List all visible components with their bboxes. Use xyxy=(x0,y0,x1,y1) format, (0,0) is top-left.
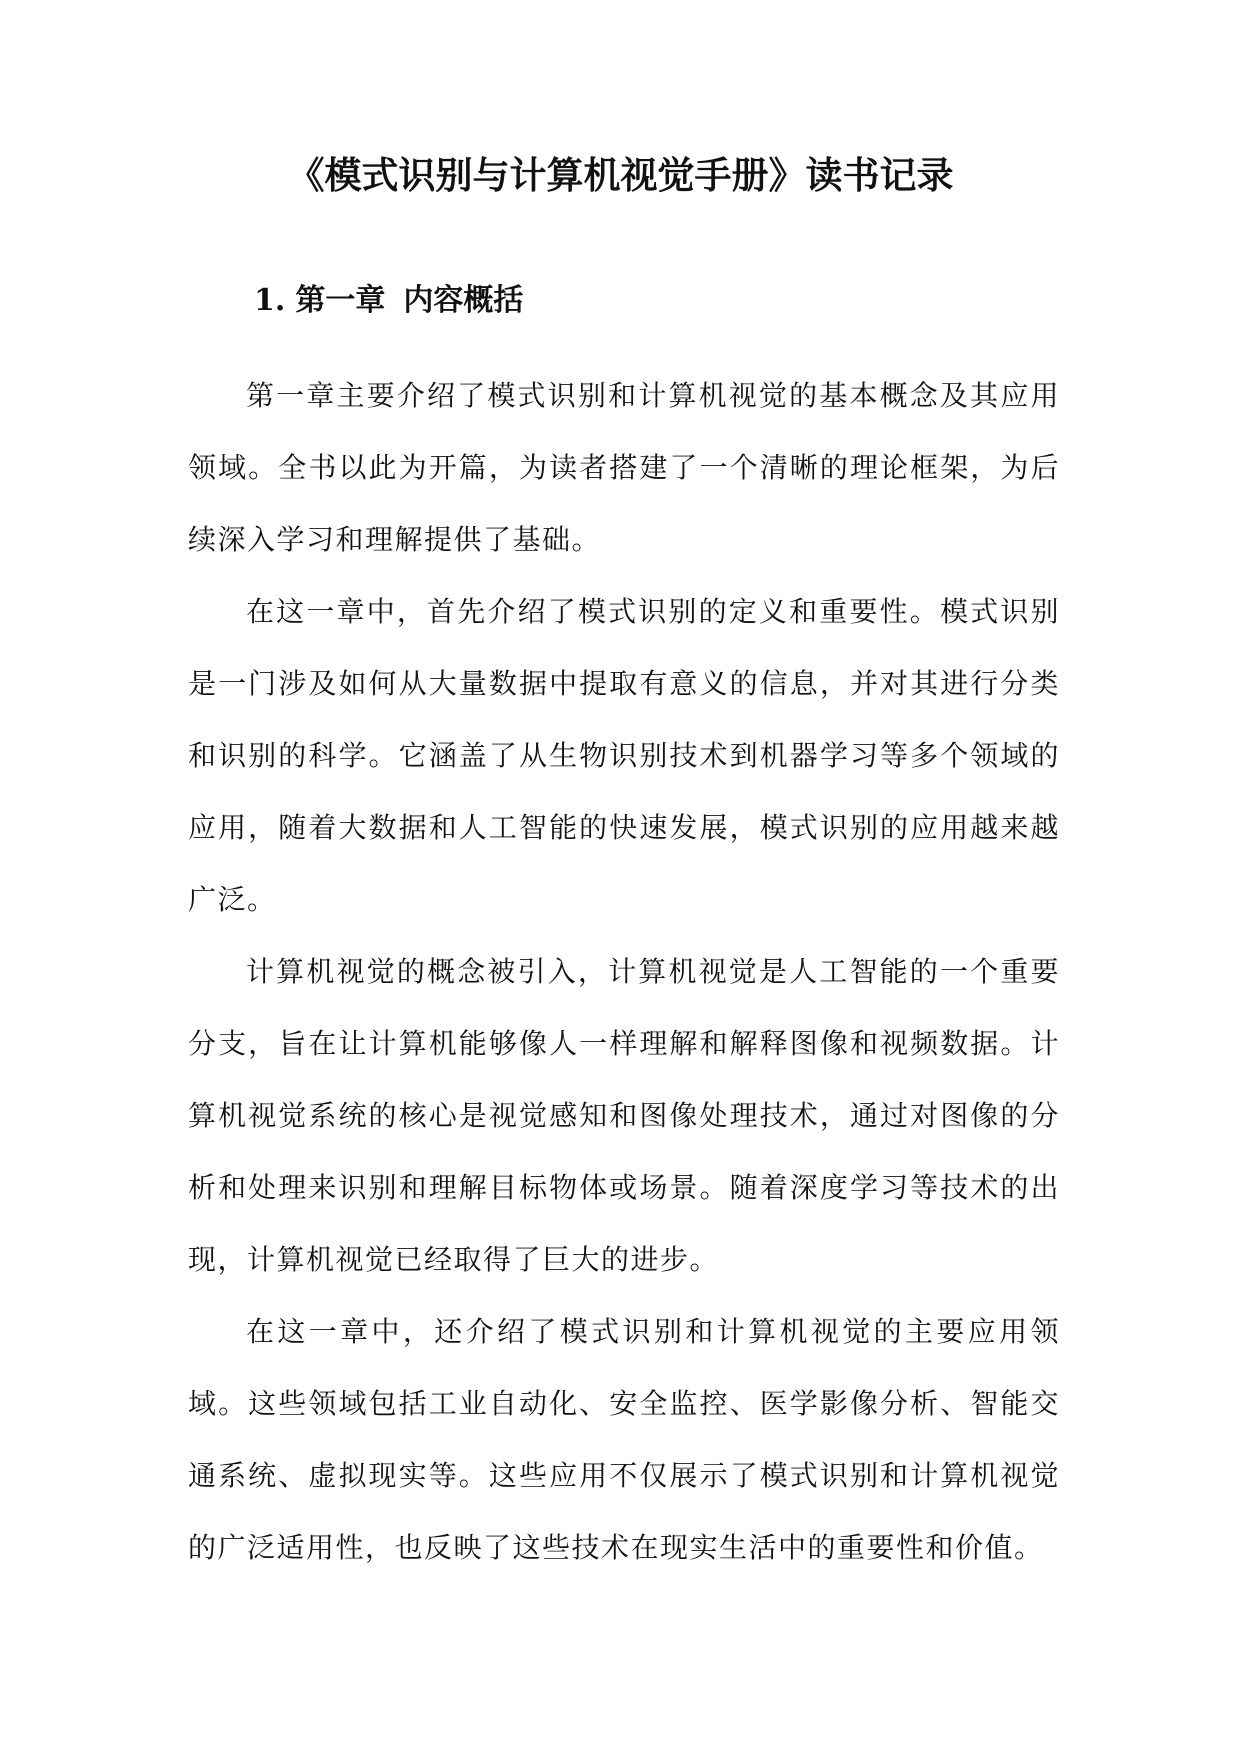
document-title: 《模式识别与计算机视觉手册》读书记录 xyxy=(287,153,954,197)
paragraph-1: 第一章主要介绍了模式识别和计算机视觉的基本概念及其应用领域。全书以此为开篇，为读者搭建了一个清晰的理论框架，为后续深入学习和理解提供了基础。 xyxy=(188,379,1060,556)
chapter-body xyxy=(188,360,1060,1584)
chapter-heading xyxy=(254,276,523,326)
chapter-number: 1. xyxy=(254,283,286,318)
chapter-label: 第一章 xyxy=(295,283,386,318)
chapter-heading-text: 内容概括 xyxy=(403,283,524,318)
paragraph-2: 在这一章中，首先介绍了模式识别的定义和重要性。模式识别是一门涉及如何从大量数据中提取有意义的信息，并对其进行分类和识别的科学。它涵盖了从生物识别技术到机器学习等多个领域的应用，随着大数据和人工智能的快速发展，模式识别的应用越来越广泛。 xyxy=(188,595,1060,916)
paragraph-4: 在这一章中，还介绍了模式识别和计算机视觉的主要应用领域。这些领域包括工业自动化、安全监控、医学影像分析、智能交通系统、虚拟现实等。这些应用不仅展示了模式识别和计算机视觉的广泛适用性，也反映了这些技术在现实生活中的重要性和价值。 xyxy=(188,1315,1060,1564)
paragraph-3: 计算机视觉的概念被引入，计算机视觉是人工智能的一个重要分支，旨在让计算机能够像人一样理解和解释图像和视频数据。计算机视觉系统的核心是视觉感知和图像处理技术，通过对图像的分析和处理来识别和理解目标物体或场景。随着深度学习等技术的出现，计算机视觉已经取得了巨大的进步。 xyxy=(188,955,1060,1276)
